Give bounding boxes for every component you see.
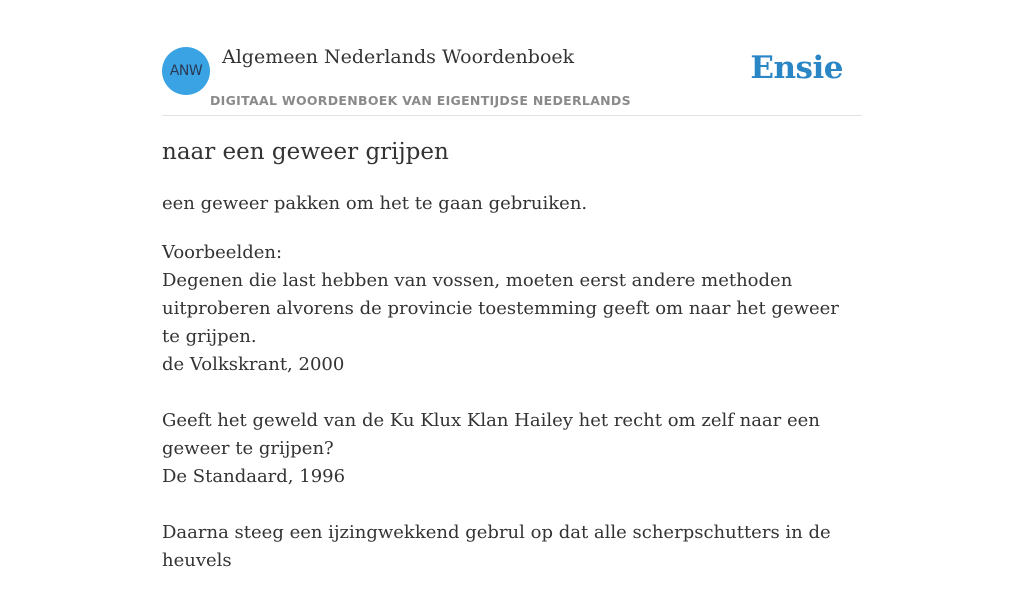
- site-subtitle: DIGITAAL WOORDENBOEK VAN EIGENTIJDSE NEDERLANDS: [210, 93, 631, 108]
- entry-definition: een geweer pakken om het te gaan gebruiken.: [162, 193, 588, 214]
- example-text: Degenen die last hebben van vossen, moeten eerst andere methoden uitproberen alvorens de provincie toestemming geeft om naar het geweer te grijpen.: [162, 270, 839, 347]
- example-item: [162, 407, 862, 491]
- page: [162, 0, 862, 571]
- example-text: Geeft het geweld van de Ku Klux Klan Hailey het recht om zelf naar een geweer te grijpen?: [162, 410, 820, 459]
- example-item: [162, 519, 862, 575]
- site-title[interactable]: Algemeen Nederlands Woordenboek: [222, 46, 575, 68]
- example-source: de Volkskrant, 2000: [162, 354, 345, 375]
- examples-label: Voorbeelden:: [162, 242, 283, 263]
- logo-text: ANW: [169, 63, 203, 79]
- site-header: [162, 0, 862, 116]
- ensie-brand-link[interactable]: Ensie: [750, 50, 843, 86]
- anw-logo[interactable]: [162, 47, 210, 95]
- example-item: [162, 267, 862, 379]
- examples-section: [162, 239, 862, 603]
- example-source: De Standaard, 1996: [162, 466, 346, 487]
- example-text: Daarna steeg een ijzingwekkend gebrul op dat alle scherpschutters in de heuvels: [162, 522, 831, 571]
- entry-headword: naar een geweer grijpen: [162, 139, 449, 165]
